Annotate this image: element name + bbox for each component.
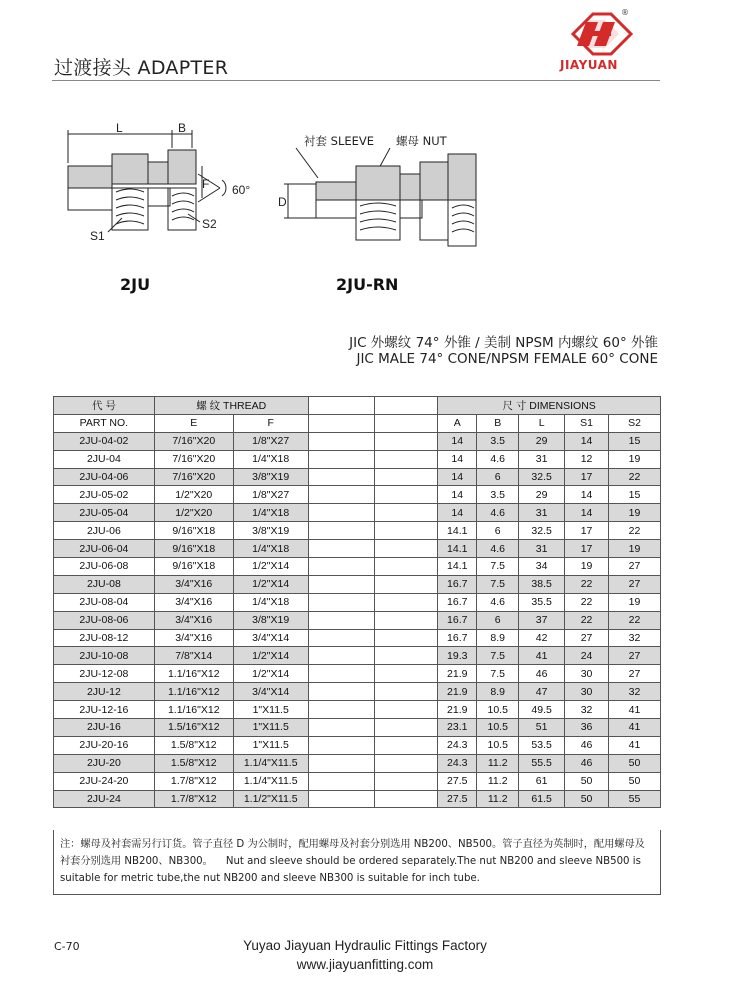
table-cell: 7/16"X20 <box>154 432 233 450</box>
header-thread: 螺 纹 THREAD <box>154 397 308 415</box>
dim-l-label: L <box>116 121 123 135</box>
table-cell: 2JU-24 <box>54 790 155 808</box>
blank-cell <box>308 450 375 468</box>
table-cell: 7/16"X20 <box>154 450 233 468</box>
blank-cell <box>308 486 375 504</box>
table-cell: 1.1/4"X11.5 <box>233 772 308 790</box>
table-row <box>54 504 661 522</box>
table-cell: 1/4"X18 <box>233 450 308 468</box>
table-cell: 7.5 <box>477 558 519 576</box>
drawing-2ju-rn <box>284 148 476 246</box>
blank-cell <box>375 611 438 629</box>
table-cell: 37 <box>519 611 565 629</box>
table-cell: 1.1/16"X12 <box>154 701 233 719</box>
table-cell: 29 <box>519 486 565 504</box>
table-cell: 47 <box>519 683 565 701</box>
table-cell: 2JU-05-02 <box>54 486 155 504</box>
table-cell: 21.9 <box>438 701 477 719</box>
table-cell: 1/4"X18 <box>233 593 308 611</box>
dim-angle-label: 60° <box>232 183 251 197</box>
blank-cell <box>375 522 438 540</box>
table-cell: 3.5 <box>477 432 519 450</box>
table-cell: 3/4"X14 <box>233 629 308 647</box>
blank-cell <box>375 754 438 772</box>
blank-cell <box>308 629 375 647</box>
table-row <box>54 450 661 468</box>
table-cell: 3/4"X14 <box>233 683 308 701</box>
table-cell: 11.2 <box>477 790 519 808</box>
table-cell: 2JU-04 <box>54 450 155 468</box>
table-row <box>54 701 661 719</box>
table-cell: 21.9 <box>438 683 477 701</box>
table-cell: 2JU-08 <box>54 575 155 593</box>
table-row <box>54 772 661 790</box>
blank-cell <box>375 504 438 522</box>
table-row <box>54 522 661 540</box>
table-cell: 2JU-20-16 <box>54 736 155 754</box>
spec-table <box>53 396 661 808</box>
blank-cell <box>308 575 375 593</box>
table-cell: 50 <box>609 754 661 772</box>
table-cell: 6 <box>477 522 519 540</box>
blank-cell <box>375 575 438 593</box>
blank-cell <box>308 719 375 737</box>
page-number: C-70 <box>54 940 80 953</box>
table-row <box>54 593 661 611</box>
blank-cell <box>308 540 375 558</box>
table-cell: 3/8"X19 <box>233 468 308 486</box>
table-cell: 31 <box>519 540 565 558</box>
header-code: 代 号 <box>54 397 155 415</box>
table-cell: 32.5 <box>519 468 565 486</box>
table-cell: 32 <box>609 683 661 701</box>
table-cell: 27 <box>609 558 661 576</box>
table-cell: 8.9 <box>477 683 519 701</box>
table-cell: 1/8"X27 <box>233 486 308 504</box>
header-dimensions: 尺 寸 DIMENSIONS <box>438 397 661 415</box>
table-cell: 3/4"X16 <box>154 593 233 611</box>
table-cell: 32 <box>609 629 661 647</box>
table-cell: 19.3 <box>438 647 477 665</box>
table-cell: 3/8"X19 <box>233 522 308 540</box>
table-cell: 2JU-08-06 <box>54 611 155 629</box>
table-cell: 55 <box>609 790 661 808</box>
table-cell: 30 <box>565 683 609 701</box>
table-row <box>54 629 661 647</box>
table-cell: 16.7 <box>438 629 477 647</box>
table-cell: 1.1/2"X11.5 <box>233 790 308 808</box>
table-cell: 11.2 <box>477 772 519 790</box>
title-divider <box>52 80 660 81</box>
table-cell: 3/8"X19 <box>233 611 308 629</box>
table-cell: 50 <box>565 772 609 790</box>
table-cell: 3.5 <box>477 486 519 504</box>
table-cell: 14 <box>565 432 609 450</box>
table-cell: 16.7 <box>438 611 477 629</box>
table-cell: 31 <box>519 504 565 522</box>
header-col <box>308 414 375 432</box>
registered-mark: ® <box>621 8 629 17</box>
table-cell: 2JU-06-08 <box>54 558 155 576</box>
table-cell: 2JU-06-04 <box>54 540 155 558</box>
table-cell: 14.1 <box>438 522 477 540</box>
blank-cell <box>375 486 438 504</box>
blank-cell <box>308 665 375 683</box>
table-cell: 9/16"X18 <box>154 522 233 540</box>
blank-cell <box>308 736 375 754</box>
blank-cell <box>375 719 438 737</box>
table-cell: 30 <box>565 665 609 683</box>
table-row <box>54 665 661 683</box>
table-cell: 46 <box>565 754 609 772</box>
table-cell: 32 <box>565 701 609 719</box>
blank-cell <box>308 611 375 629</box>
table-cell: 22 <box>565 593 609 611</box>
blank-cell <box>375 790 438 808</box>
blank-cell <box>375 450 438 468</box>
table-cell: 7.5 <box>477 647 519 665</box>
table-row <box>54 486 661 504</box>
header-col: S1 <box>565 414 609 432</box>
table-cell: 46 <box>519 665 565 683</box>
blank-cell <box>308 432 375 450</box>
table-cell: 1/2"X20 <box>154 486 233 504</box>
table-cell: 3/4"X16 <box>154 611 233 629</box>
table-row <box>54 611 661 629</box>
table-cell: 1"X11.5 <box>233 701 308 719</box>
table-cell: 41 <box>609 719 661 737</box>
table-cell: 3/4"X16 <box>154 575 233 593</box>
table-cell: 15 <box>609 486 661 504</box>
table-cell: 32.5 <box>519 522 565 540</box>
table-cell: 2JU-24-20 <box>54 772 155 790</box>
table-cell: 27 <box>609 665 661 683</box>
table-cell: 1/2"X14 <box>233 558 308 576</box>
table-cell: 35.5 <box>519 593 565 611</box>
subtitle-en: JIC MALE 74° CONE/NPSM FEMALE 60° CONE <box>356 351 658 367</box>
table-cell: 2JU-12 <box>54 683 155 701</box>
table-cell: 17 <box>565 468 609 486</box>
blank-cell <box>375 647 438 665</box>
blank-cell <box>375 683 438 701</box>
brand-name: JIAYUAN <box>560 58 618 72</box>
table-cell: 27.5 <box>438 772 477 790</box>
table-cell: 19 <box>609 504 661 522</box>
table-cell: 19 <box>609 450 661 468</box>
table-cell: 1.1/16"X12 <box>154 665 233 683</box>
table-cell: 24 <box>565 647 609 665</box>
blank-cell <box>308 772 375 790</box>
table-cell: 4.6 <box>477 593 519 611</box>
table-cell: 6 <box>477 468 519 486</box>
subtitle-cn: JIC 外螺纹 74° 外锥 / 美制 NPSM 内螺纹 60° 外锥 <box>349 335 658 351</box>
table-cell: 7/16"X20 <box>154 468 233 486</box>
dim-s1-label: S1 <box>90 229 105 243</box>
table-row <box>54 432 661 450</box>
header-col: E <box>154 414 233 432</box>
blank-cell <box>375 540 438 558</box>
table-cell: 42 <box>519 629 565 647</box>
blank-cell <box>308 504 375 522</box>
table-cell: 12 <box>565 450 609 468</box>
table-row <box>54 736 661 754</box>
blank-cell <box>308 468 375 486</box>
header-col: B <box>477 414 519 432</box>
page-title: 过渡接头 ADAPTER <box>54 57 229 79</box>
order-note <box>53 830 661 895</box>
table-cell: 14.1 <box>438 558 477 576</box>
table-cell: 7.5 <box>477 575 519 593</box>
table-cell: 8.9 <box>477 629 519 647</box>
sleeve-label: 衬套 SLEEVE <box>304 134 375 148</box>
table-cell: 1/8"X27 <box>233 432 308 450</box>
table-cell: 1.7/8"X12 <box>154 772 233 790</box>
table-cell: 36 <box>565 719 609 737</box>
table-cell: 53.5 <box>519 736 565 754</box>
header-col: L <box>519 414 565 432</box>
table-cell: 4.6 <box>477 450 519 468</box>
table-cell: 27 <box>565 629 609 647</box>
table-cell: 6 <box>477 611 519 629</box>
table-cell: 1.5/8"X12 <box>154 754 233 772</box>
table-cell: 17 <box>565 540 609 558</box>
table-cell: 14 <box>565 504 609 522</box>
table-cell: 1.7/8"X12 <box>154 790 233 808</box>
table-cell: 4.6 <box>477 540 519 558</box>
note-en: Nut and sleeve should be ordered separately.The nut NB200 and sleeve NB500 is suitable for metric tube,the nut NB200 and sleeve NB300 is suitable for inch tube. <box>60 856 641 884</box>
table-cell: 9/16"X18 <box>154 540 233 558</box>
dim-b-label: B <box>178 121 187 135</box>
header-col: A <box>438 414 477 432</box>
table-cell: 1.1/4"X11.5 <box>233 754 308 772</box>
table-cell: 11.2 <box>477 754 519 772</box>
table-cell: 24.3 <box>438 736 477 754</box>
table-cell: 15 <box>609 432 661 450</box>
table-cell: 31 <box>519 450 565 468</box>
blank-cell <box>375 432 438 450</box>
table-row <box>54 647 661 665</box>
table-cell: 16.7 <box>438 593 477 611</box>
table-cell: 61.5 <box>519 790 565 808</box>
table-cell: 1.5/16"X12 <box>154 719 233 737</box>
blank-cell <box>375 629 438 647</box>
header-col: PART NO. <box>54 414 155 432</box>
blank-cell <box>308 754 375 772</box>
model-2ju-rn: 2JU-RN <box>336 275 399 294</box>
blank-cell <box>375 593 438 611</box>
table-cell: 14 <box>438 504 477 522</box>
table-cell: 1/4"X18 <box>233 540 308 558</box>
table-row <box>54 540 661 558</box>
table-cell: 2JU-04-02 <box>54 432 155 450</box>
table-cell: 22 <box>609 468 661 486</box>
nut-label: 螺母 NUT <box>396 134 447 148</box>
header-col <box>375 414 438 432</box>
table-cell: 38.5 <box>519 575 565 593</box>
blank-cell <box>308 683 375 701</box>
table-cell: 2JU-06 <box>54 522 155 540</box>
model-2ju: 2JU <box>120 275 151 294</box>
table-row <box>54 558 661 576</box>
table-cell: 14 <box>438 432 477 450</box>
table-cell: 50 <box>609 772 661 790</box>
blank-cell <box>375 558 438 576</box>
table-cell: 41 <box>609 736 661 754</box>
table-row <box>54 790 661 808</box>
table-cell: 50 <box>565 790 609 808</box>
blank-cell <box>375 772 438 790</box>
factory-name: Yuyao Jiayuan Hydraulic Fittings Factory <box>243 938 487 953</box>
table-cell: 14 <box>438 486 477 504</box>
blank-cell <box>375 665 438 683</box>
table-cell: 14 <box>438 450 477 468</box>
table-cell: 27 <box>609 647 661 665</box>
table-cell: 46 <box>565 736 609 754</box>
table-cell: 55.5 <box>519 754 565 772</box>
header-col: F <box>233 414 308 432</box>
table-cell: 10.5 <box>477 719 519 737</box>
note-cn: 注：螺母及衬套需另行订货。管子直径 D 为公制时，配用螺母及衬套分别选用 NB200、NB500。管子直径为英制时，配用螺母及衬套分别选用 NB200、NB300。 <box>60 839 645 867</box>
table-cell: 14 <box>565 486 609 504</box>
blank-cell <box>308 558 375 576</box>
table-cell: 2JU-20 <box>54 754 155 772</box>
table-cell: 27 <box>609 575 661 593</box>
table-cell: 2JU-12-16 <box>54 701 155 719</box>
table-cell: 34 <box>519 558 565 576</box>
table-cell: 2JU-12-08 <box>54 665 155 683</box>
table-cell: 10.5 <box>477 701 519 719</box>
table-cell: 29 <box>519 432 565 450</box>
table-cell: 1/2"X14 <box>233 647 308 665</box>
table-cell: 2JU-04-06 <box>54 468 155 486</box>
table-cell: 1.5/8"X12 <box>154 736 233 754</box>
table-cell: 14.1 <box>438 540 477 558</box>
dim-d-label: D <box>278 195 287 209</box>
table-cell: 10.5 <box>477 736 519 754</box>
blank-cell <box>375 701 438 719</box>
table-cell: 7.5 <box>477 665 519 683</box>
dim-s2-label: S2 <box>202 217 217 231</box>
table-cell: 2JU-08-04 <box>54 593 155 611</box>
table-cell: 2JU-05-04 <box>54 504 155 522</box>
table-cell: 21.9 <box>438 665 477 683</box>
table-cell: 7/8"X14 <box>154 647 233 665</box>
table-cell: 1/2"X14 <box>233 575 308 593</box>
table-cell: 19 <box>565 558 609 576</box>
table-cell: 2JU-10-08 <box>54 647 155 665</box>
table-cell: 27.5 <box>438 790 477 808</box>
table-cell: 51 <box>519 719 565 737</box>
blank-cell <box>308 593 375 611</box>
dim-f-label: F <box>202 177 210 191</box>
table-cell: 3/4"X16 <box>154 629 233 647</box>
blank-cell <box>308 522 375 540</box>
table-header-row-bottom <box>54 414 661 432</box>
table-cell: 1"X11.5 <box>233 736 308 754</box>
blank-cell <box>308 790 375 808</box>
table-cell: 19 <box>609 540 661 558</box>
table-cell: 1/2"X14 <box>233 665 308 683</box>
table-cell: 24.3 <box>438 754 477 772</box>
table-cell: 61 <box>519 772 565 790</box>
table-cell: 23.1 <box>438 719 477 737</box>
blank-cell <box>308 701 375 719</box>
header-col: S2 <box>609 414 661 432</box>
table-cell: 22 <box>609 522 661 540</box>
table-cell: 1/2"X20 <box>154 504 233 522</box>
table-cell: 9/16"X18 <box>154 558 233 576</box>
table-cell: 49.5 <box>519 701 565 719</box>
table-cell: 1.1/16"X12 <box>154 683 233 701</box>
table-cell: 14 <box>438 468 477 486</box>
table-cell: 41 <box>519 647 565 665</box>
table-header-row-top <box>54 397 661 415</box>
table-row <box>54 719 661 737</box>
table-cell: 22 <box>609 611 661 629</box>
table-cell: 1"X11.5 <box>233 719 308 737</box>
blank-cell <box>375 736 438 754</box>
table-cell: 22 <box>565 611 609 629</box>
table-cell: 16.7 <box>438 575 477 593</box>
table-cell: 19 <box>609 593 661 611</box>
table-cell: 41 <box>609 701 661 719</box>
table-cell: 2JU-08-12 <box>54 629 155 647</box>
table-cell: 1/4"X18 <box>233 504 308 522</box>
table-cell: 17 <box>565 522 609 540</box>
blank-cell <box>308 647 375 665</box>
table-cell: 22 <box>565 575 609 593</box>
table-cell: 2JU-16 <box>54 719 155 737</box>
table-cell: 4.6 <box>477 504 519 522</box>
table-row <box>54 468 661 486</box>
website-link[interactable]: www.jiayuanfitting.com <box>296 957 434 972</box>
table-row <box>54 575 661 593</box>
technical-drawings <box>60 118 480 298</box>
blank-cell <box>375 468 438 486</box>
table-row <box>54 754 661 772</box>
table-row <box>54 683 661 701</box>
